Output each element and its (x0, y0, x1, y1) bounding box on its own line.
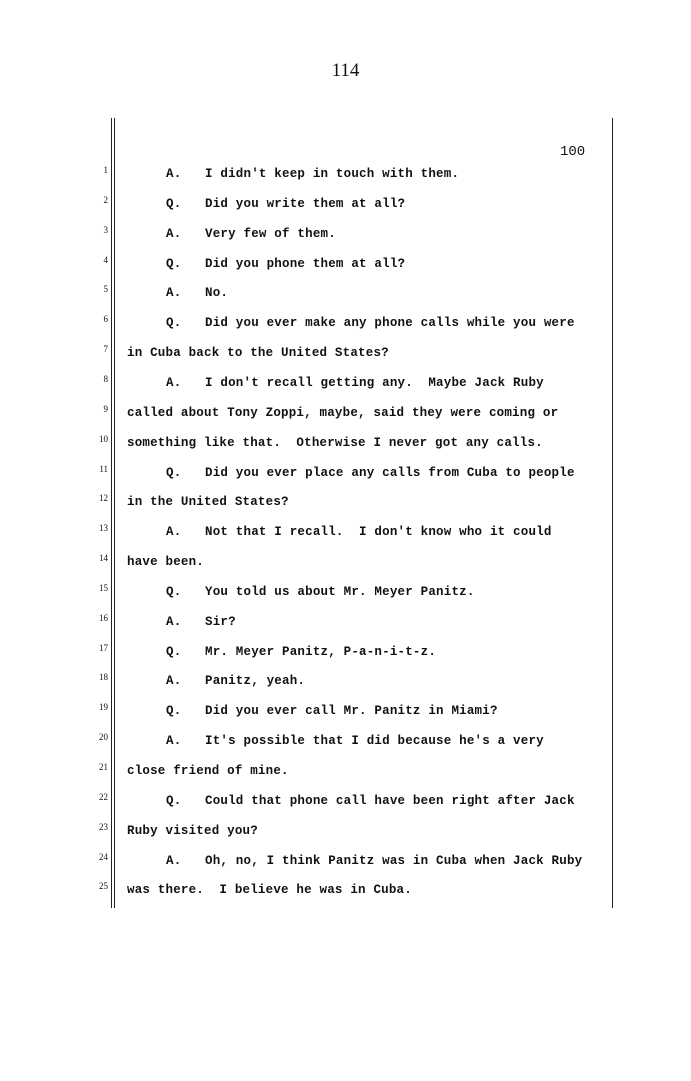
transcript-line (166, 376, 544, 390)
line-number: 10 (99, 433, 108, 444)
line-number: 4 (103, 254, 108, 265)
transcript-line (166, 734, 544, 748)
transcript-line (127, 436, 543, 450)
line-text: in Cuba back to the United States? (127, 346, 389, 361)
speaker-label: A. (166, 226, 182, 241)
line-text: Did you ever place any calls from Cuba to people (205, 465, 575, 480)
line-text: Did you write them at all? (205, 196, 406, 211)
line-number: 12 (99, 493, 108, 504)
line-text: Very few of them. (205, 226, 336, 241)
line-text: called about Tony Zoppi, maybe, said they were coming or (127, 405, 559, 420)
line-number: 5 (103, 284, 108, 295)
transcript-line (166, 645, 436, 659)
transcript-line (166, 197, 405, 211)
speaker-label: Q. (166, 316, 182, 331)
line-text: Sir? (205, 614, 236, 629)
line-number: 13 (99, 523, 108, 534)
speaker-label: A. (166, 375, 182, 390)
line-text: Could that phone call have been right after Jack (205, 793, 575, 808)
right-margin-rule (612, 118, 613, 908)
line-number: 21 (99, 762, 108, 772)
outer-page-number: 114 (331, 60, 360, 81)
line-text: It's possible that I did because he's a very (205, 734, 544, 749)
line-number: 16 (99, 612, 108, 623)
speaker-label: Q. (166, 196, 182, 211)
left-margin-rule-inner (114, 118, 115, 908)
speaker-label: A. (166, 674, 182, 689)
line-number: 8 (103, 373, 108, 384)
transcript-line (166, 167, 459, 181)
line-text: Did you ever call Mr. Panitz in Miami? (205, 704, 498, 719)
line-text: Oh, no, I think Panitz was in Cuba when Jack Ruby (205, 853, 583, 868)
line-number: 24 (99, 851, 108, 862)
line-text: I didn't keep in touch with them. (205, 167, 460, 181)
transcript-line (166, 704, 498, 718)
line-number: 15 (99, 582, 108, 593)
line-text: Did you phone them at all? (205, 256, 406, 271)
transcript-line (127, 764, 289, 778)
line-number: 20 (99, 732, 108, 743)
speaker-label: Q. (166, 465, 182, 480)
transcript-line (166, 227, 336, 241)
line-number: 6 (103, 314, 108, 325)
speaker-label: Q. (166, 584, 182, 599)
transcript-page-number: 100 (560, 144, 586, 160)
line-number: 9 (103, 403, 108, 414)
transcript-line (166, 257, 405, 271)
line-text: Mr. Meyer Panitz, P-a-n-i-t-z. (205, 644, 437, 659)
line-text: Panitz, yeah. (205, 674, 306, 689)
line-number: 7 (103, 344, 108, 355)
line-text: You told us about Mr. Meyer Panitz. (205, 584, 475, 599)
line-text: I don't recall getting any. Maybe Jack Ruby (205, 375, 544, 390)
transcript-line (166, 466, 575, 480)
line-text: Not that I recall. I don't know who it could (205, 525, 552, 540)
speaker-label: Q. (166, 644, 182, 659)
speaker-label: Q. (166, 793, 182, 808)
speaker-label: Q. (166, 704, 182, 719)
speaker-label: A. (166, 167, 182, 181)
line-number: 14 (99, 553, 108, 564)
line-number: 17 (99, 642, 108, 653)
transcript-line (166, 286, 228, 300)
line-number: 22 (99, 791, 108, 802)
left-margin-rule (111, 118, 112, 908)
transcript-line (166, 585, 475, 599)
transcript-line (127, 824, 258, 838)
line-text: was there. I believe he was in Cuba. (127, 883, 412, 898)
transcript-line (127, 406, 558, 420)
transcript-line (127, 555, 204, 569)
line-number: 1 (103, 165, 108, 175)
line-number: 3 (103, 224, 108, 235)
line-text: No. (205, 286, 229, 301)
transcript-line (166, 794, 575, 808)
line-number: 19 (99, 702, 108, 713)
line-number: 18 (99, 672, 108, 683)
line-text: Did you ever make any phone calls while you were (205, 316, 575, 331)
transcript-line (127, 883, 412, 897)
speaker-label: A. (166, 734, 182, 749)
line-text: something like that. Otherwise I never got any calls. (127, 435, 543, 450)
speaker-label: A. (166, 525, 182, 540)
transcript-line (166, 854, 582, 868)
line-text: in the United States? (127, 495, 289, 510)
speaker-label: A. (166, 853, 182, 868)
line-number: 11 (99, 463, 108, 474)
transcript-line (166, 525, 552, 539)
line-number: 25 (99, 881, 108, 892)
line-text: close friend of mine. (127, 764, 289, 778)
line-number: 23 (99, 821, 108, 832)
transcript-line (166, 316, 575, 330)
speaker-label: A. (166, 286, 182, 301)
line-text: have been. (127, 555, 205, 570)
line-number: 2 (103, 194, 108, 205)
speaker-label: A. (166, 614, 182, 629)
transcript-line (166, 615, 236, 629)
speaker-label: Q. (166, 256, 182, 271)
transcript-line (127, 495, 289, 509)
transcript-line (166, 674, 305, 688)
line-text: Ruby visited you? (127, 823, 258, 838)
transcript-line (127, 346, 389, 360)
